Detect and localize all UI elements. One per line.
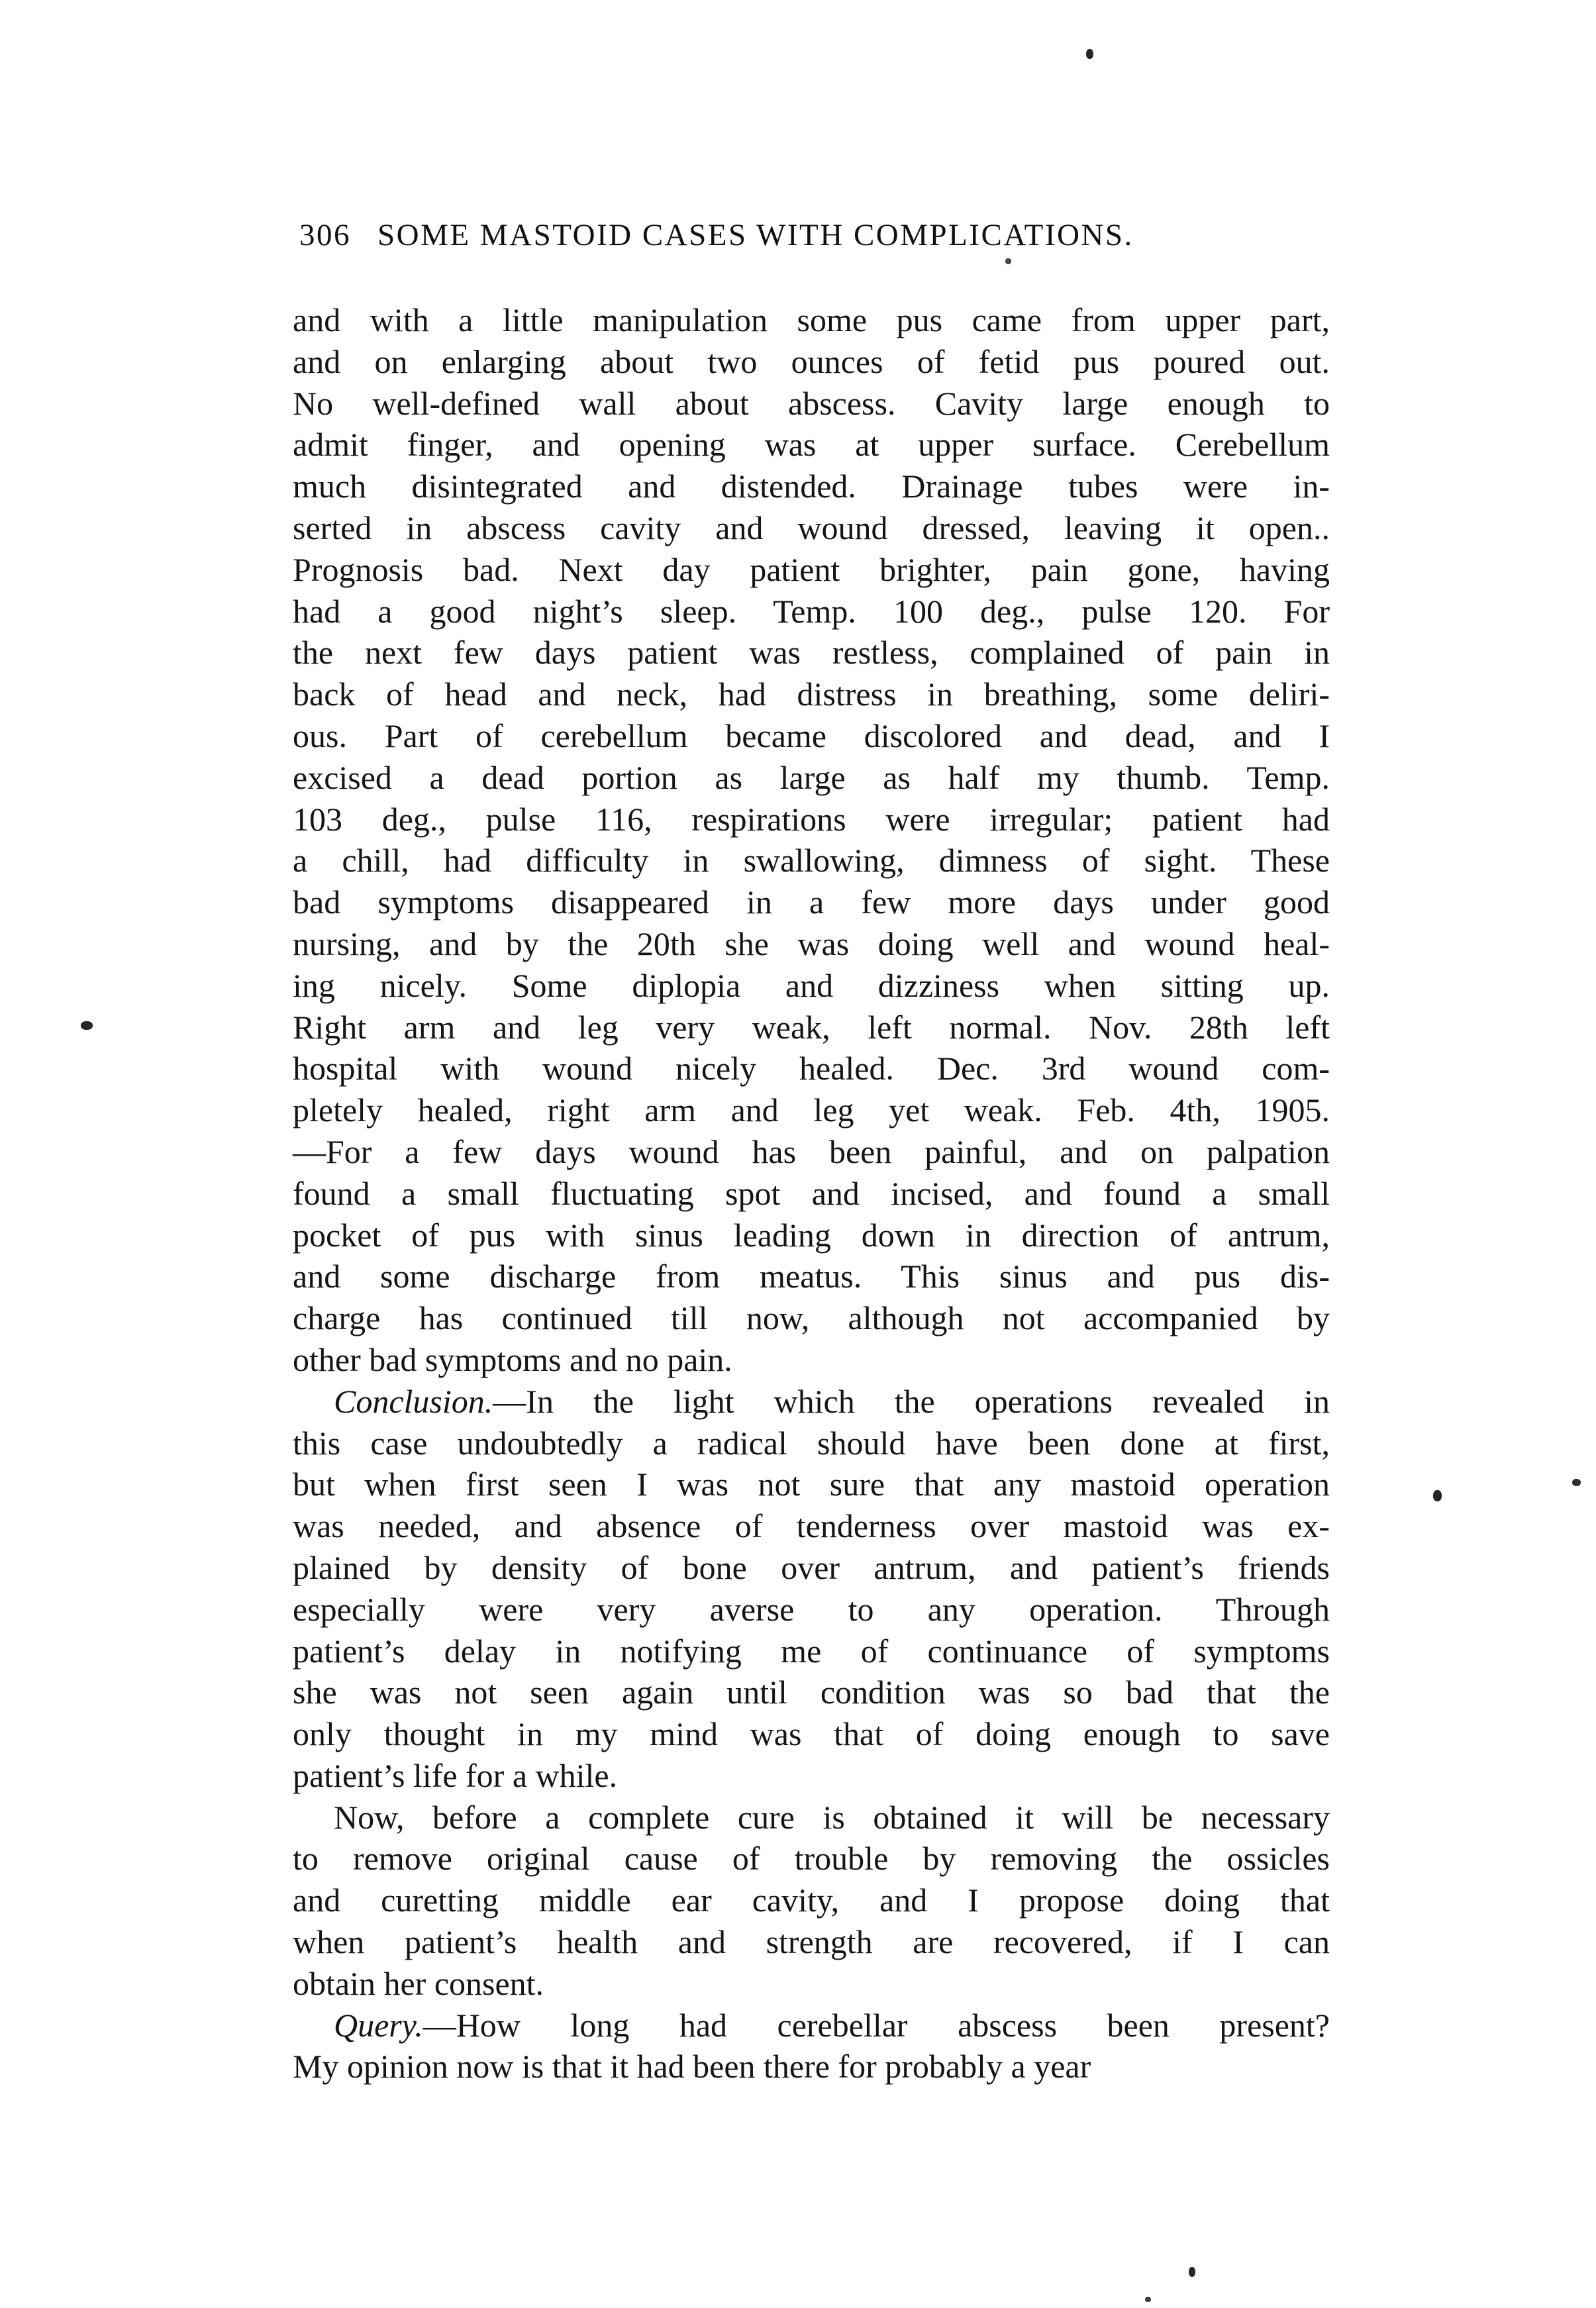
text-line: ous. Part of cerebellum became discolored and dead, and I	[293, 717, 1330, 754]
text-line: the next few days patient was restless, complained of pain in	[293, 634, 1330, 672]
text-line: Query.—How long had cerebellar abscess been present?	[334, 2006, 1330, 2044]
text-line: 103 deg., pulse 116, respirations were irregular; patient had	[293, 800, 1330, 838]
text-line: Right arm and leg very weak, left normal. Nov. 28th left	[293, 1008, 1330, 1046]
text-line: to remove original cause of trouble by removing the ossicles	[293, 1840, 1330, 1878]
text-line: No well-defined wall about abscess. Cavity large enough to	[293, 384, 1330, 422]
body-text	[293, 299, 1330, 2087]
text-line: Now, before a complete cure is obtained it will be necessary	[334, 1798, 1330, 1836]
running-title: SOME MASTOID CASES WITH COMPLICATIONS.	[377, 218, 1134, 252]
text-line: had a good night’s sleep. Temp. 100 deg., pulse 120. For	[293, 592, 1330, 630]
text-line: and with a little manipulation some pus came from upper part,	[293, 301, 1330, 338]
text-line: —For a few days wound has been painful, and on palpation	[293, 1132, 1330, 1170]
text-line: pocket of pus with sinus leading down in direction of antrum,	[293, 1216, 1330, 1254]
ink-speck	[1433, 1490, 1442, 1501]
text-line: and some discharge from meatus. This sinus and pus dis-	[293, 1258, 1330, 1295]
italic-lead: Conclusion.	[334, 1382, 493, 1420]
text-line: admit finger, and opening was at upper surface. Cerebellum	[293, 426, 1330, 464]
italic-lead: Query.	[334, 2006, 423, 2044]
text-line: Prognosis bad. Next day patient brighter, pain gone, having	[293, 550, 1330, 588]
text-line: back of head and neck, had distress in breathing, some deliri-	[293, 676, 1330, 713]
ink-speck	[1086, 49, 1093, 59]
ink-speck	[1189, 2267, 1195, 2277]
text-line: plained by density of bone over antrum, and patient’s friends	[293, 1548, 1330, 1586]
text-line: charge has continued till now, although not accompanied by	[293, 1299, 1330, 1337]
text-line: was needed, and absence of tenderness over mastoid was ex-	[293, 1507, 1330, 1545]
text-line: especially were very averse to any operation. Through	[293, 1590, 1330, 1628]
text-line: and on enlarging about two ounces of fetid pus poured out.	[293, 342, 1330, 380]
page-number: 306	[299, 218, 351, 252]
text-line: excised a dead portion as large as half my thumb. Temp.	[293, 758, 1330, 796]
text-line: but when first seen I was not sure that any mastoid operation	[293, 1466, 1330, 1503]
ink-speck	[1145, 2297, 1151, 2302]
text-line: she was not seen again until condition was so bad that the	[293, 1674, 1330, 1711]
ink-speck	[1005, 258, 1011, 264]
text-line: obtain her consent.	[293, 1964, 544, 2002]
text-line: ing nicely. Some diplopia and dizziness when sitting up.	[293, 966, 1330, 1004]
ink-speck	[81, 1021, 93, 1030]
ink-speck	[1572, 1479, 1581, 1486]
text-line: this case undoubtedly a radical should have been done at first,	[293, 1424, 1330, 1462]
text-line: when patient’s health and strength are recovered, if I can	[293, 1923, 1330, 1961]
text-line: patient’s delay in notifying me of continuance of symptoms	[293, 1632, 1330, 1670]
text-line: pletely healed, right arm and leg yet weak. Feb. 4th, 1905.	[293, 1091, 1330, 1129]
text-line: Conclusion.—In the light which the operations revealed in	[334, 1382, 1330, 1420]
text-line: serted in abscess cavity and wound dressed, leaving it open..	[293, 509, 1330, 546]
text-line: only thought in my mind was that of doing enough to save	[293, 1715, 1330, 1753]
text-line: and curetting middle ear cavity, and I propose doing that	[293, 1882, 1330, 1919]
text-line: bad symptoms disappeared in a few more days under good	[293, 883, 1330, 921]
text-line: a chill, had difficulty in swallowing, dimness of sight. These	[293, 842, 1330, 879]
text-line: nursing, and by the 20th she was doing well and wound heal-	[293, 925, 1330, 962]
text-line: much disintegrated and distended. Drainage tubes were in-	[293, 468, 1330, 505]
text-line: other bad symptoms and no pain.	[293, 1340, 732, 1378]
text-line: My opinion now is that it had been there for probably a year	[293, 2048, 1091, 2085]
text-line: hospital with wound nicely healed. Dec. 3rd wound com-	[293, 1050, 1330, 1087]
page-header	[299, 217, 1332, 253]
text-line: found a small fluctuating spot and incised, and found a small	[293, 1174, 1330, 1212]
text-line: patient’s life for a while.	[293, 1756, 618, 1794]
